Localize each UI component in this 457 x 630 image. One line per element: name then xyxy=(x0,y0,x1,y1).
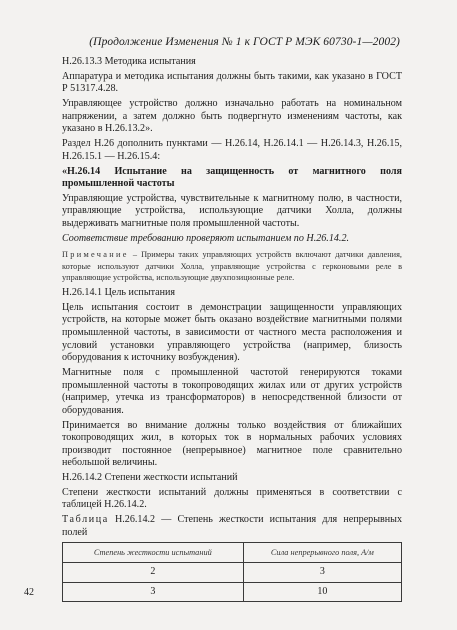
paragraph: Аппаратура и методика испытания должны быть такими, как указано в ГОСТ Р 51317.4.28. xyxy=(62,70,402,95)
page-header: (Продолжение Изменения № 1 к ГОСТ Р МЭК 60730-1—2002) xyxy=(89,36,400,48)
table-caption-lead: Таблица xyxy=(62,514,109,526)
table-header-severity: Степень жесткости испытаний xyxy=(63,543,244,563)
severity-table xyxy=(62,542,402,602)
paragraph: Раздел Н.26 дополнить пунктами — Н.26.14, Н.26.14.1 — Н.26.14.3, Н.26.15, Н.26.15.1 — Н.26.15.4: xyxy=(62,138,402,162)
paragraph: Степени жесткости испытаний должны применяться в соответствии с таблицей Н.26.14.2. xyxy=(62,486,402,511)
paragraph: Цель испытания состоит в демонстрации защищенности управляющих устройств, на которые может быть оказано воздействие магнитными полями промышленной частоты, в зависимости от частного места расположения и условий установки управляющего устройства (например, близость оборудования к источнику возбуждения). xyxy=(62,301,402,364)
table-row xyxy=(63,563,402,583)
table-row xyxy=(63,582,402,602)
page-content xyxy=(62,56,402,602)
table-header-row xyxy=(63,543,402,563)
table-cell: 10 xyxy=(243,582,401,602)
table-header-field-strength: Сила непрерывного поля, А/м xyxy=(243,543,401,563)
note-lead: Примечание xyxy=(62,250,129,260)
table-cell: 2 xyxy=(63,563,244,583)
compliance-statement: Соответствие требованию проверяют испытанием по Н.26.14.2. xyxy=(62,232,350,244)
page-number: 42 xyxy=(24,587,34,598)
subsection-heading: Н.26.14.2 Степени жесткости испытаний xyxy=(62,472,238,484)
note-text: – Примеры таких управляющих устройств включают датчики давления, которые используют датчики Холла, управляющие устройства с герконовыми реле в управляющие устройства, использующие двухпозиционные реле. xyxy=(62,250,402,282)
paragraph: Н.26.13.3 Методика испытания xyxy=(62,56,196,67)
table-caption-text: Н.26.14.2 — Степень жесткости испытания для непрерывных полей xyxy=(62,514,402,538)
note xyxy=(62,249,402,283)
paragraph: Управляющее устройство должно изначально работать на номинальном напряжении, а затем должно быть подвергнуто изменениям частоты, как указано в Н.26.13.2». xyxy=(62,98,402,135)
table-caption xyxy=(62,514,402,539)
section-heading: «Н.26.14 Испытание на защищенность от магнитного поля промышленной частоты xyxy=(62,165,402,190)
paragraph: Принимается во внимание должны только воздействия от ближайших токопроводящих жил, в которых ток в нормальных рабочих условиях производит постоянное (непрерывное) магнитное поле сравнительно небольшой величины. xyxy=(62,419,402,469)
table-cell: 3 xyxy=(243,563,401,583)
subsection-heading: Н.26.14.1 Цель испытания xyxy=(62,287,176,299)
paragraph: Магнитные поля с промышленной частотой генерируются токами промышленной частоты в токопроводящих жилах или от других устройств (например, утечка из трансформаторов) в непосредственной близости от оборудования. xyxy=(62,366,402,416)
table-cell: 3 xyxy=(63,582,244,602)
paragraph: Управляющие устройства, чувствительные к магнитному полю, в частности, управляющие устройства, использующие датчики Холла, должны выдерживать магнитные поля промышленной частоты. xyxy=(62,192,402,230)
